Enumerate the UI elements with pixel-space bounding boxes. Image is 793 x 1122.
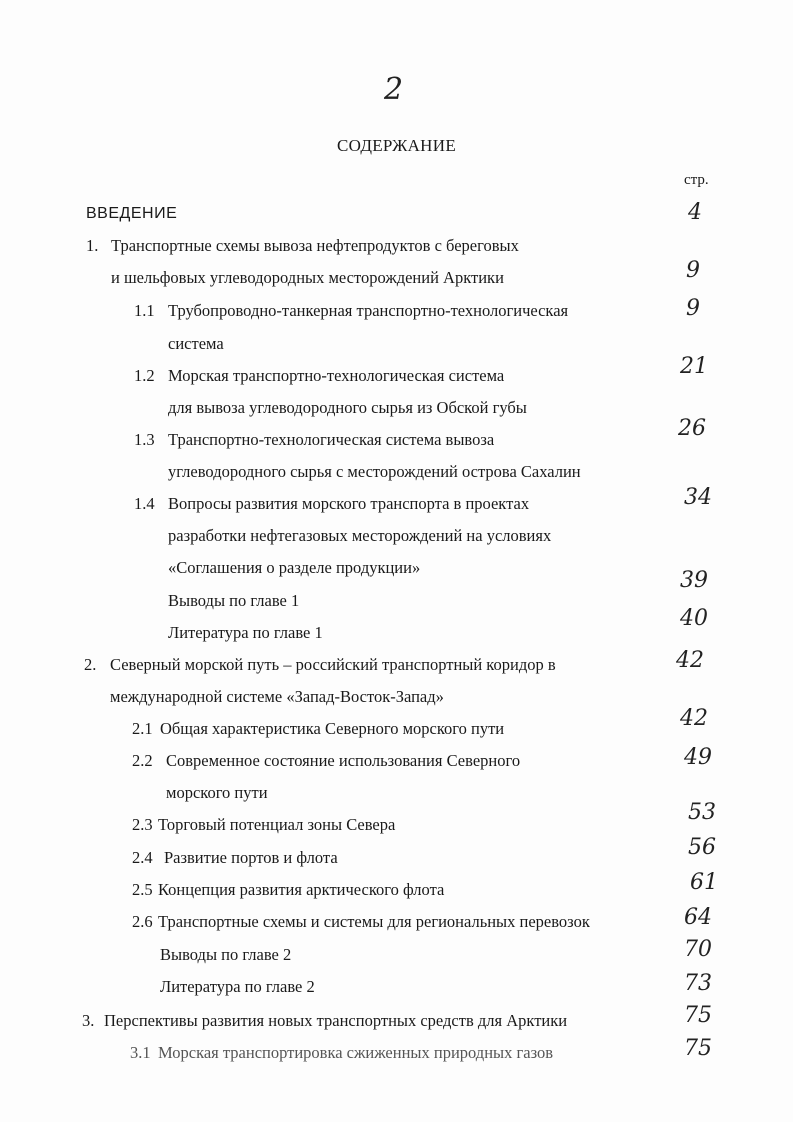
toc-number-3: 3. <box>82 1011 95 1030</box>
toc-entry-2-6: Транспортные схемы и системы для региональных перевозок <box>158 912 590 931</box>
toc-entry-2-1: Общая характеристика Северного морского пути <box>160 719 505 738</box>
toc-page-2-3: 53 <box>688 800 716 825</box>
toc-page-intro: 4 <box>688 200 702 225</box>
toc-page-2-6: 64 <box>684 905 712 930</box>
toc-entry-1-2-line1: Морская транспортно-технологическая система <box>168 366 505 385</box>
toc-page-conclusions-1: 39 <box>680 568 708 593</box>
handwritten-page-number: 2 <box>384 72 404 107</box>
toc-entry-references-1: Литература по главе 1 <box>168 623 323 642</box>
toc-page-2-4: 56 <box>688 835 716 860</box>
toc-page-references-1: 40 <box>680 606 708 631</box>
toc-entry-1-3-line1: Транспортно-технологическая система вывоза <box>168 430 495 449</box>
toc-page-1-1: 9 <box>686 296 700 321</box>
page-title: СОДЕРЖАНИЕ <box>336 136 457 155</box>
toc-number-2-4: 2.4 <box>132 848 153 867</box>
toc-entry-2-3: Торговый потенциал зоны Севера <box>158 815 396 834</box>
toc-number-2-3: 2.3 <box>132 815 153 834</box>
toc-number-2-1: 2.1 <box>132 719 153 738</box>
toc-entry-2-line2: международной системе «Запад-Восток-Запад» <box>110 687 444 706</box>
toc-entry-2-2-line1: Современное состояние использования Северного <box>166 751 521 770</box>
page-column-label: стр. <box>684 172 709 188</box>
toc-entry-1-4-line1: Вопросы развития морского транспорта в проектах <box>168 494 530 513</box>
toc-entry-references-2: Литература по главе 2 <box>160 977 315 996</box>
toc-page-1-3: 26 <box>678 416 706 441</box>
toc-page-3: 75 <box>684 1003 712 1028</box>
toc-page-1: 9 <box>686 258 700 283</box>
toc-page-conclusions-2: 70 <box>684 937 712 962</box>
toc-number-1: 1. <box>86 236 99 255</box>
toc-number-1-2: 1.2 <box>134 366 155 385</box>
toc-number-2-2: 2.2 <box>132 751 153 770</box>
toc-number-2-6: 2.6 <box>132 912 153 931</box>
toc-page-2: 42 <box>676 648 704 673</box>
toc-number-1-4: 1.4 <box>134 494 155 513</box>
toc-entry-conclusions-1: Выводы по главе 1 <box>168 591 300 610</box>
toc-entry-1-1-line2: система <box>168 334 224 353</box>
toc-page-3-1: 75 <box>684 1036 712 1061</box>
toc-entry-1-line1: Транспортные схемы вывоза нефтепродуктов с береговых <box>111 236 519 255</box>
toc-page-2-1: 42 <box>680 706 708 731</box>
toc-number-2: 2. <box>84 655 97 674</box>
toc-entry-2-4: Развитие портов и флота <box>164 848 338 867</box>
toc-entry-1-line2: и шельфовых углеводородных месторождений Арктики <box>111 268 504 287</box>
toc-number-2-5: 2.5 <box>132 880 153 899</box>
toc-entry-2-2-line2: морского пути <box>166 783 268 802</box>
toc-entry-1-3-line2: углеводородного сырья с месторождений острова Сахалин <box>168 462 581 481</box>
toc-page-2-5: 61 <box>690 870 718 895</box>
toc-entry-1-4-line3: «Соглашения о разделе продукции» <box>168 558 421 577</box>
toc-number-1-3: 1.3 <box>134 430 155 449</box>
toc-entry-intro: ВВЕДЕНИЕ <box>86 205 178 222</box>
toc-page-2-2: 49 <box>684 745 712 770</box>
toc-entry-1-4-line2: разработки нефтегазовых месторождений на условиях <box>168 526 552 545</box>
toc-entry-1-1-line1: Трубопроводно-танкерная транспортно-технологическая <box>168 301 569 320</box>
toc-entry-3-1: Морская транспортировка сжиженных природных газов <box>158 1043 554 1062</box>
toc-entry-3: Перспективы развития новых транспортных средств для Арктики <box>104 1011 568 1030</box>
toc-entry-2-line1: Северный морской путь – российский транспортный коридор в <box>110 655 556 674</box>
toc-number-3-1: 3.1 <box>130 1043 151 1062</box>
toc-page-references-2: 73 <box>684 971 712 996</box>
toc-number-1-1: 1.1 <box>134 301 155 320</box>
toc-entry-2-5: Концепция развития арктического флота <box>158 880 445 899</box>
toc-entry-1-2-line2: для вывоза углеводородного сырья из Обской губы <box>168 398 527 417</box>
toc-entry-conclusions-2: Выводы по главе 2 <box>160 945 292 964</box>
toc-page-1-4: 34 <box>684 485 712 510</box>
toc-page-1-2: 21 <box>680 354 708 379</box>
